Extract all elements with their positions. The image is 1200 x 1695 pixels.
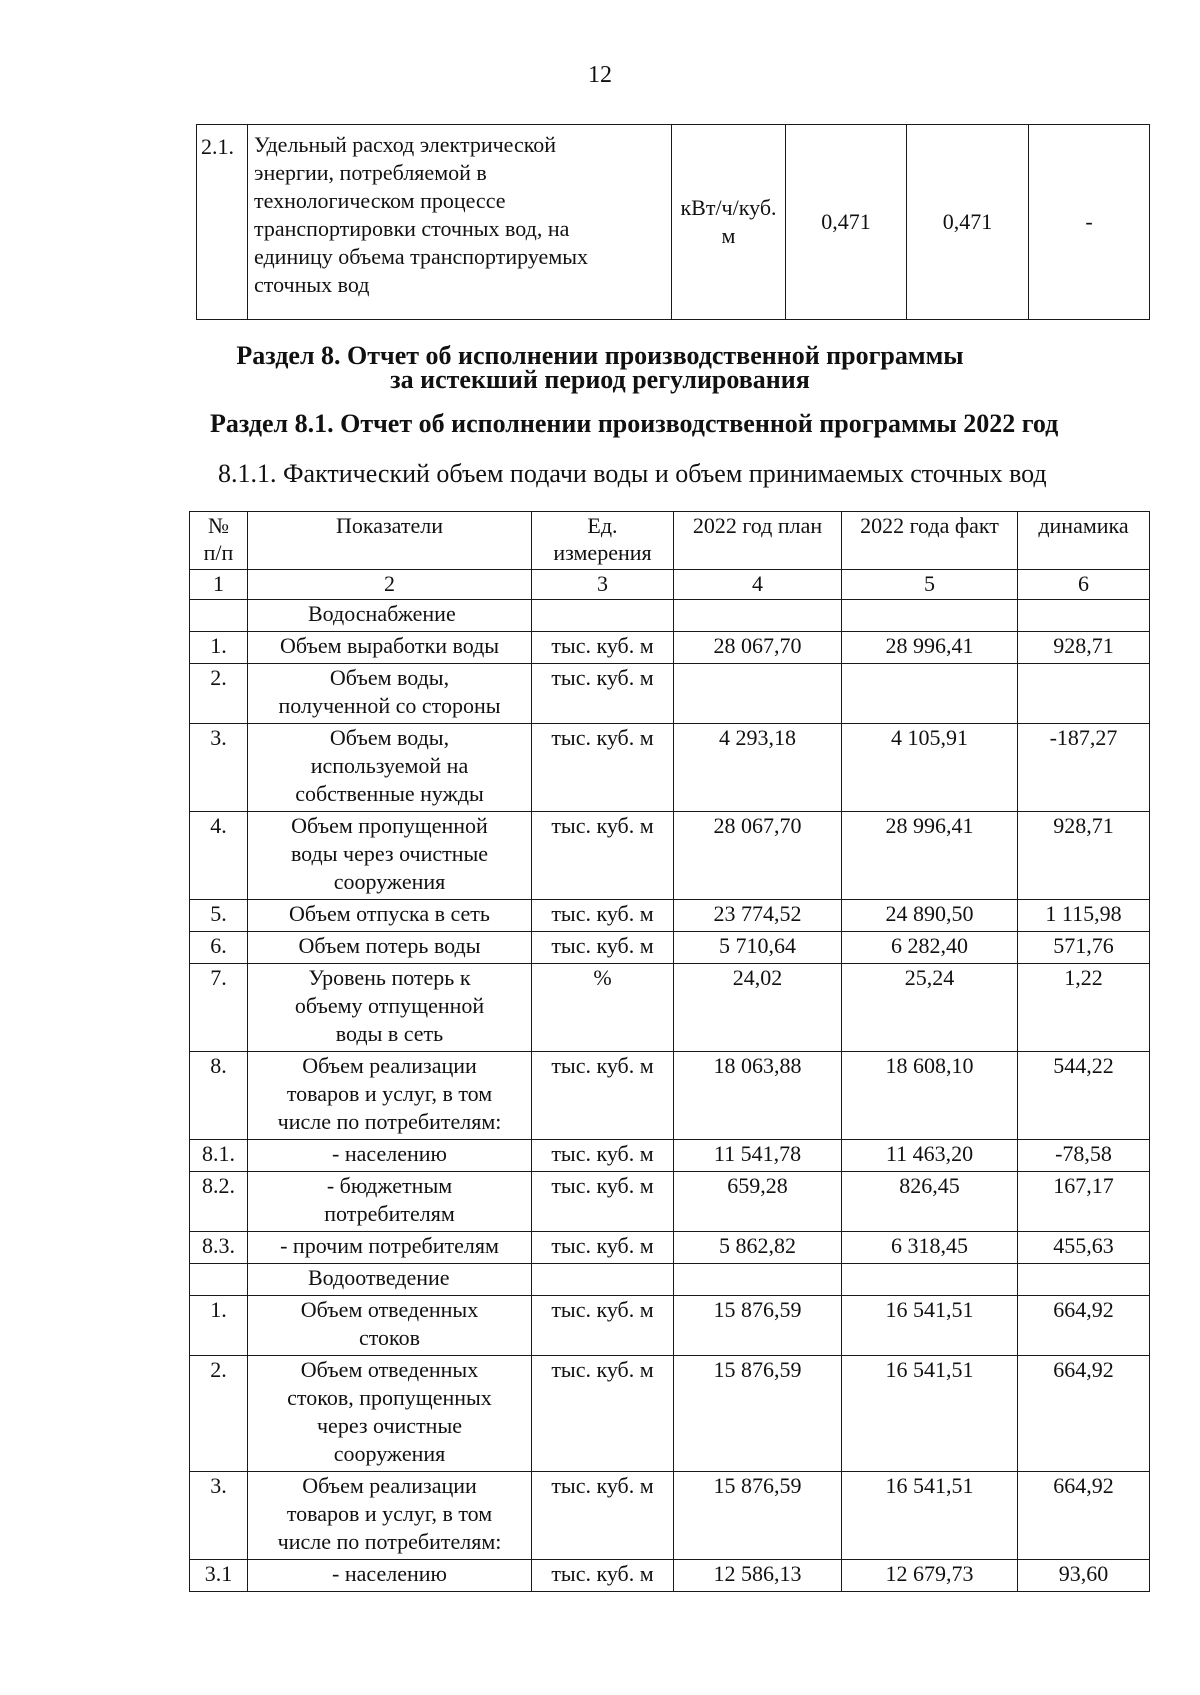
fact-value bbox=[842, 664, 1018, 724]
dynamics-value: 928,71 bbox=[1018, 812, 1150, 900]
plan-value: 4 293,18 bbox=[674, 724, 842, 812]
dynamics-value: 928,71 bbox=[1018, 632, 1150, 664]
empty-cell bbox=[842, 1264, 1018, 1296]
header-unit-line: Ед. bbox=[587, 513, 618, 538]
plan-value: 5 862,82 bbox=[674, 1232, 842, 1264]
section-8-1-1-title: 8.1.1. Фактический объем подачи воды и объем принимаемых сточных вод bbox=[218, 459, 1047, 488]
indicator-line: числе по потребителям: bbox=[277, 1529, 502, 1554]
indicator-line: сточных вод bbox=[254, 272, 370, 297]
row-number: 8.1. bbox=[190, 1140, 248, 1172]
plan-value: 28 067,70 bbox=[674, 632, 842, 664]
unit-cell: % bbox=[532, 964, 674, 1052]
unit-cell: тыс. куб. м bbox=[532, 1296, 674, 1356]
table-row bbox=[190, 1140, 1150, 1172]
group-title-text: Водоснабжение bbox=[308, 601, 456, 626]
indicator-line: транспортировки сточных вод, на bbox=[254, 216, 570, 241]
fact-value: 28 996,41 bbox=[842, 812, 1018, 900]
unit-cell: тыс. куб. м bbox=[532, 724, 674, 812]
dynamics-value: 167,17 bbox=[1018, 1172, 1150, 1232]
unit-cell: тыс. куб. м bbox=[532, 664, 674, 724]
indicator-line: Объем потерь воды bbox=[298, 933, 481, 958]
indicator-line: товаров и услуг, в том bbox=[286, 1081, 493, 1106]
dynamics-value: 664,92 bbox=[1018, 1356, 1150, 1472]
group-row bbox=[190, 1264, 1150, 1296]
production-program-table bbox=[189, 511, 1150, 1592]
indicator-line: энергии, потребляемой в bbox=[254, 160, 487, 185]
indicator-name bbox=[248, 664, 532, 724]
dynamics-value: 93,60 bbox=[1018, 1560, 1150, 1592]
header-num bbox=[190, 512, 248, 570]
row-number: 7. bbox=[190, 964, 248, 1052]
unit-cell: тыс. куб. м bbox=[532, 1140, 674, 1172]
fact-value: 16 541,51 bbox=[842, 1296, 1018, 1356]
table-row bbox=[190, 932, 1150, 964]
table-row bbox=[190, 632, 1150, 664]
dynamics-value: -187,27 bbox=[1018, 724, 1150, 812]
row-number: 8.3. bbox=[190, 1232, 248, 1264]
unit-cell: тыс. куб. м bbox=[532, 1356, 674, 1472]
row-number: 8.2. bbox=[190, 1172, 248, 1232]
dynamics-value: 664,92 bbox=[1018, 1472, 1150, 1560]
indicator-line: воды в сеть bbox=[335, 1021, 444, 1046]
plan-value: 5 710,64 bbox=[674, 932, 842, 964]
column-number: 3 bbox=[532, 570, 674, 600]
plan-value: 11 541,78 bbox=[674, 1140, 842, 1172]
indicator-line: потребителям bbox=[324, 1201, 455, 1226]
indicator-line: стоков, пропущенных bbox=[287, 1385, 492, 1410]
indicator-line: Объем выработки воды bbox=[279, 633, 500, 658]
plan-value: 23 774,52 bbox=[674, 900, 842, 932]
indicator-name bbox=[248, 1472, 532, 1560]
carryover-table bbox=[196, 124, 1150, 320]
indicator-line: - прочим потребителям bbox=[280, 1233, 499, 1258]
empty-cell bbox=[674, 600, 842, 632]
indicator-line: - населению bbox=[332, 1141, 447, 1166]
unit-cell: тыс. куб. м bbox=[532, 1172, 674, 1232]
indicator-line: сооружения bbox=[333, 869, 446, 894]
group-title bbox=[248, 600, 532, 632]
unit-cell: тыс. куб. м bbox=[532, 1472, 674, 1560]
indicator-name bbox=[248, 1052, 532, 1140]
section-8-1-title: Раздел 8.1. Отчет об исполнении производственной программы 2022 год bbox=[210, 409, 1059, 438]
row-number: 6. bbox=[190, 932, 248, 964]
group-row bbox=[190, 600, 1150, 632]
fact-value: 4 105,91 bbox=[842, 724, 1018, 812]
fact-value: 0,471 bbox=[907, 125, 1029, 320]
table-row bbox=[190, 1296, 1150, 1356]
indicator-line: единицу объема транспортируемых bbox=[254, 244, 589, 269]
indicator-line: числе по потребителям: bbox=[277, 1109, 502, 1134]
unit-cell: тыс. куб. м bbox=[532, 932, 674, 964]
row-number: 4. bbox=[190, 812, 248, 900]
plan-value: 18 063,88 bbox=[674, 1052, 842, 1140]
table-row bbox=[190, 1232, 1150, 1264]
empty-cell bbox=[532, 600, 674, 632]
dynamics-value: 571,76 bbox=[1018, 932, 1150, 964]
header-indicator: Показатели bbox=[248, 512, 532, 570]
header-dynamics: динамика bbox=[1018, 512, 1150, 570]
indicator-line: Объем пропущенной bbox=[291, 813, 488, 838]
fact-value: 826,45 bbox=[842, 1172, 1018, 1232]
table-row bbox=[190, 900, 1150, 932]
table-row bbox=[197, 125, 1150, 320]
group-title bbox=[248, 1264, 532, 1296]
table-row bbox=[190, 724, 1150, 812]
column-number: 4 bbox=[674, 570, 842, 600]
table-row bbox=[190, 1560, 1150, 1592]
row-number: 2. bbox=[190, 664, 248, 724]
row-number: 8. bbox=[190, 1052, 248, 1140]
table-row bbox=[190, 812, 1150, 900]
indicator-line: Объем отведенных bbox=[300, 1357, 479, 1382]
indicator-name bbox=[248, 724, 532, 812]
header-row bbox=[190, 512, 1150, 570]
indicator-name bbox=[248, 1140, 532, 1172]
unit-cell: тыс. куб. м bbox=[532, 812, 674, 900]
fact-value: 6 318,45 bbox=[842, 1232, 1018, 1264]
dynamics-value: 1 115,98 bbox=[1018, 900, 1150, 932]
dynamics-value: 544,22 bbox=[1018, 1052, 1150, 1140]
indicator-line: стоков bbox=[358, 1325, 421, 1350]
indicator-name bbox=[248, 900, 532, 932]
dynamics-value bbox=[1018, 664, 1150, 724]
header-num-line: № bbox=[208, 513, 229, 538]
column-number: 6 bbox=[1018, 570, 1150, 600]
indicator-line: Объем отведенных bbox=[300, 1297, 479, 1322]
indicator-line: технологическом процессе bbox=[254, 188, 506, 213]
indicator-name bbox=[248, 125, 672, 320]
row-number: 2. bbox=[190, 1356, 248, 1472]
indicator-line: используемой на bbox=[310, 753, 469, 778]
empty-cell bbox=[674, 1264, 842, 1296]
table-row bbox=[190, 1052, 1150, 1140]
unit-line: м bbox=[721, 223, 736, 248]
indicator-name bbox=[248, 812, 532, 900]
indicator-line: Уровень потерь к bbox=[308, 965, 471, 990]
table-row bbox=[190, 1356, 1150, 1472]
indicator-name bbox=[248, 1296, 532, 1356]
indicator-line: через очистные bbox=[316, 1413, 463, 1438]
unit-cell: тыс. куб. м bbox=[532, 1560, 674, 1592]
header-num-line: п/п bbox=[203, 540, 234, 565]
plan-value: 28 067,70 bbox=[674, 812, 842, 900]
plan-value: 15 876,59 bbox=[674, 1356, 842, 1472]
fact-value: 18 608,10 bbox=[842, 1052, 1018, 1140]
fact-value: 11 463,20 bbox=[842, 1140, 1018, 1172]
empty-cell bbox=[842, 600, 1018, 632]
indicator-line: сооружения bbox=[333, 1441, 446, 1466]
indicator-line: Удельный расход электрической bbox=[254, 132, 557, 157]
plan-value: 15 876,59 bbox=[674, 1472, 842, 1560]
empty-cell bbox=[1018, 600, 1150, 632]
unit-cell bbox=[672, 125, 786, 320]
header-unit bbox=[532, 512, 674, 570]
group-title-text: Водоотведение bbox=[308, 1265, 450, 1290]
row-number: 3. bbox=[190, 724, 248, 812]
indicator-line: объему отпущенной bbox=[294, 993, 485, 1018]
column-number: 1 bbox=[190, 570, 248, 600]
empty-cell bbox=[190, 1264, 248, 1296]
row-number: 2.1. bbox=[197, 125, 248, 320]
indicator-line: полученной со стороны bbox=[278, 693, 501, 718]
plan-value: 659,28 bbox=[674, 1172, 842, 1232]
page-number: 12 bbox=[588, 62, 612, 88]
indicator-name bbox=[248, 1356, 532, 1472]
fact-value: 28 996,41 bbox=[842, 632, 1018, 664]
table-row bbox=[190, 964, 1150, 1052]
unit-cell: тыс. куб. м bbox=[532, 900, 674, 932]
indicator-line: Объем воды, bbox=[329, 725, 450, 750]
table-row bbox=[190, 664, 1150, 724]
fact-value: 12 679,73 bbox=[842, 1560, 1018, 1592]
empty-cell bbox=[1018, 1264, 1150, 1296]
dynamics-value: 1,22 bbox=[1018, 964, 1150, 1052]
empty-cell bbox=[532, 1264, 674, 1296]
section-8-title-line1: Раздел 8. Отчет об исполнении производственной программы bbox=[236, 341, 964, 370]
row-number: 1. bbox=[190, 1296, 248, 1356]
empty-cell bbox=[190, 600, 248, 632]
table-row bbox=[190, 1472, 1150, 1560]
row-number: 1. bbox=[190, 632, 248, 664]
indicator-name bbox=[248, 1560, 532, 1592]
indicator-name bbox=[248, 1232, 532, 1264]
indicator-line: воды через очистные bbox=[290, 841, 489, 866]
header-fact: 2022 года факт bbox=[842, 512, 1018, 570]
fact-value: 16 541,51 bbox=[842, 1356, 1018, 1472]
plan-value: 15 876,59 bbox=[674, 1296, 842, 1356]
indicator-name bbox=[248, 632, 532, 664]
dynamics-value: - bbox=[1029, 125, 1150, 320]
indicator-line: Объем реализации bbox=[302, 1473, 477, 1498]
indicator-line: - населению bbox=[332, 1561, 447, 1586]
fact-value: 16 541,51 bbox=[842, 1472, 1018, 1560]
unit-cell: тыс. куб. м bbox=[532, 632, 674, 664]
indicator-name bbox=[248, 1172, 532, 1232]
table-row bbox=[190, 1172, 1150, 1232]
indicator-line: Объем реализации bbox=[302, 1053, 477, 1078]
indicator-name bbox=[248, 964, 532, 1052]
plan-value: 0,471 bbox=[786, 125, 907, 320]
indicator-name bbox=[248, 932, 532, 964]
plan-value: 12 586,13 bbox=[674, 1560, 842, 1592]
header-unit-line: измерения bbox=[553, 540, 652, 565]
indicator-line: Объем отпуска в сеть bbox=[289, 901, 490, 926]
unit-cell: тыс. куб. м bbox=[532, 1232, 674, 1264]
fact-value: 25,24 bbox=[842, 964, 1018, 1052]
dynamics-value: 664,92 bbox=[1018, 1296, 1150, 1356]
plan-value bbox=[674, 664, 842, 724]
fact-value: 6 282,40 bbox=[842, 932, 1018, 964]
row-number: 3.1 bbox=[190, 1560, 248, 1592]
unit-cell: тыс. куб. м bbox=[532, 1052, 674, 1140]
header-plan: 2022 год план bbox=[674, 512, 842, 570]
section-8-title-line2: за истекший период регулирования bbox=[390, 365, 810, 394]
column-number-row bbox=[190, 570, 1150, 600]
indicator-line: товаров и услуг, в том bbox=[286, 1501, 493, 1526]
dynamics-value: 455,63 bbox=[1018, 1232, 1150, 1264]
row-number: 3. bbox=[190, 1472, 248, 1560]
table-body bbox=[190, 600, 1150, 1592]
indicator-line: собственные нужды bbox=[295, 781, 484, 806]
indicator-line: - бюджетным bbox=[326, 1173, 453, 1198]
indicator-line: Объем воды, bbox=[329, 665, 450, 690]
column-number: 5 bbox=[842, 570, 1018, 600]
row-number: 5. bbox=[190, 900, 248, 932]
column-number: 2 bbox=[248, 570, 532, 600]
dynamics-value: -78,58 bbox=[1018, 1140, 1150, 1172]
fact-value: 24 890,50 bbox=[842, 900, 1018, 932]
plan-value: 24,02 bbox=[674, 964, 842, 1052]
unit-line: кВт/ч/куб. bbox=[680, 195, 777, 220]
